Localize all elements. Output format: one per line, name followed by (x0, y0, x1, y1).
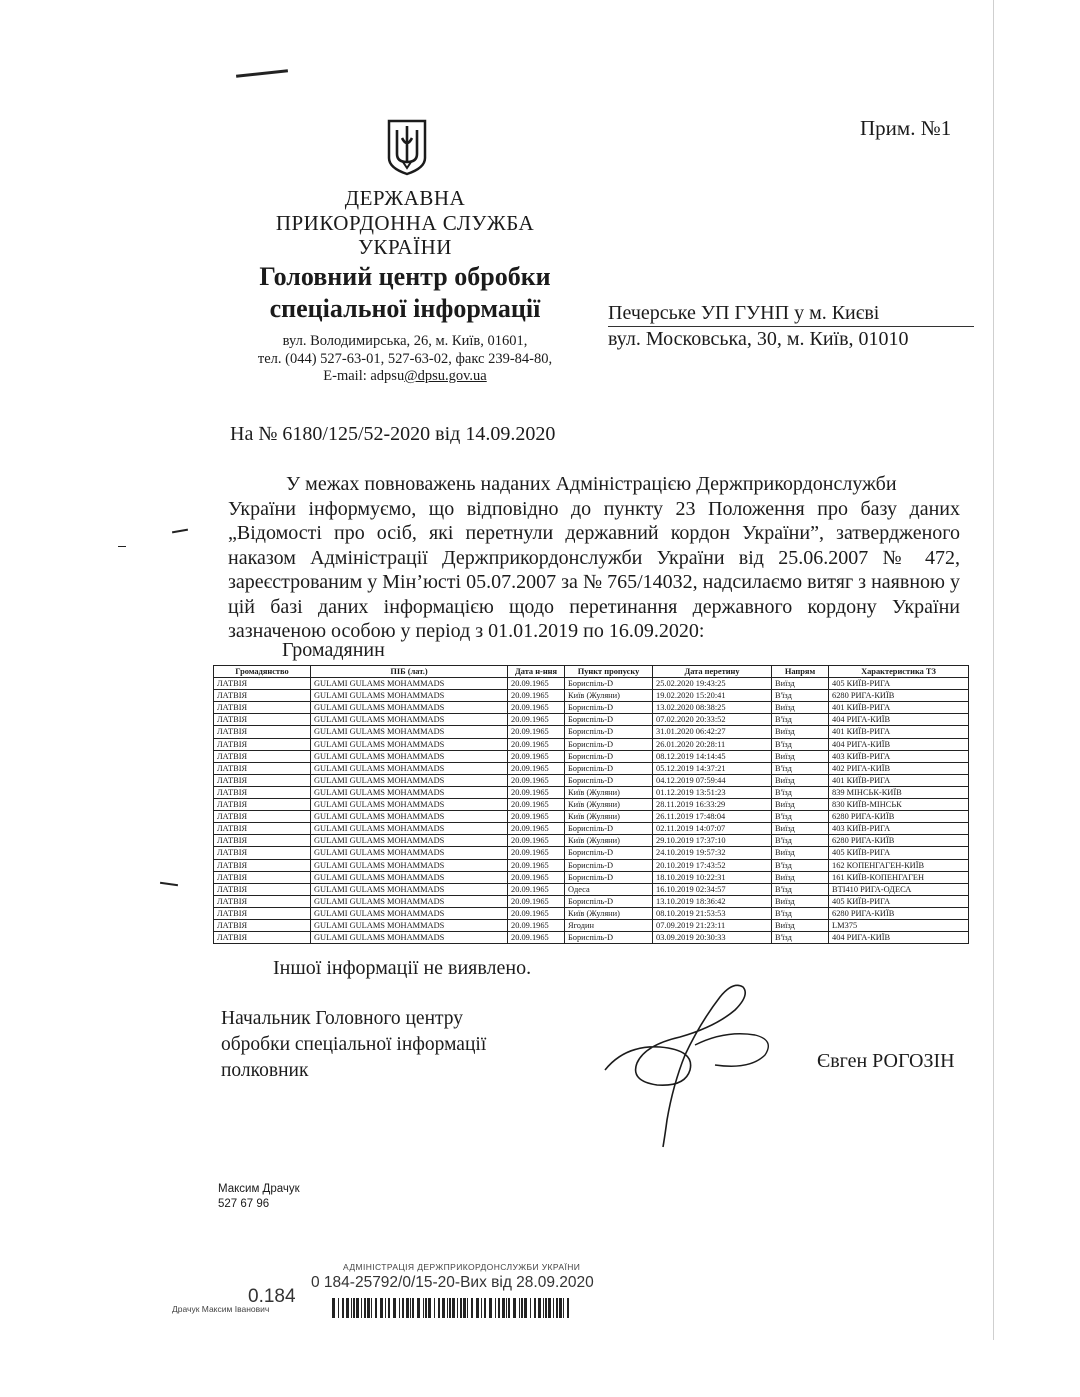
addressee-name: Печерське УП ГУНП у м. Києві (608, 302, 974, 327)
table-cell: ЛАТВІЯ (214, 859, 311, 871)
table-cell: 839 МІНСЬК-КИЇВ (829, 786, 969, 798)
barcode-icon (332, 1298, 572, 1318)
table-cell: 25.02.2020 19:43:25 (653, 678, 772, 690)
registration-number: 0 184-25792/0/15-20-Вих від 28.09.2020 (311, 1274, 594, 1291)
body-paragraph-rest: України інформуємо, що відповідно до пункту 23 Положення про базу даних „Відомості про осіб, які перетнули державний кордон України”, затвердженого наказом Адміністрації Держприкордонслужби України від 25.06.2007 № 472, зареєстрованим у Мін’юсті 05.07.2007 за № 765/14032, надсилаємо витяг з наявною у цій базі даних інформацією щодо перетинання державного кордону України зазначеною особою у період з 01.01.2019 по 16.09.2020: (228, 497, 960, 642)
table-cell: GULAMI GULAMS MOHAMMADS (311, 786, 508, 798)
table-cell: GULAMI GULAMS MOHAMMADS (311, 907, 508, 919)
table-cell: Бориспіль-D (565, 859, 653, 871)
table-row (214, 823, 969, 835)
table-cell: Бориспіль-D (565, 823, 653, 835)
table-cell: 16.10.2019 02:34:57 (653, 883, 772, 895)
column-header: Пункт пропуску (565, 666, 653, 678)
table-cell: 26.11.2019 17:48:04 (653, 811, 772, 823)
table-cell: LM375 (829, 919, 969, 931)
table-cell: В'їзд (772, 690, 829, 702)
table-cell: В'їзд (772, 786, 829, 798)
table-header-row (214, 666, 969, 678)
table-cell: Ягодин (565, 919, 653, 931)
table-cell: Виїзд (772, 726, 829, 738)
table-cell: ЛАТВІЯ (214, 738, 311, 750)
table-cell: 13.10.2019 18:36:42 (653, 895, 772, 907)
table-cell: В'їзд (772, 738, 829, 750)
scan-mark (118, 546, 126, 547)
table-cell: 07.02.2020 20:33:52 (653, 714, 772, 726)
table-cell: Бориспіль-D (565, 738, 653, 750)
table-cell: 20.09.1965 (508, 726, 565, 738)
table-cell: 01.12.2019 13:51:23 (653, 786, 772, 798)
table-cell: GULAMI GULAMS MOHAMMADS (311, 750, 508, 762)
table-cell: GULAMI GULAMS MOHAMMADS (311, 774, 508, 786)
table-cell: ЛАТВІЯ (214, 823, 311, 835)
handwritten-signature (585, 975, 785, 1155)
table-row (214, 859, 969, 871)
table-cell: 03.09.2019 20:30:33 (653, 932, 772, 944)
table-cell: ЛАТВІЯ (214, 895, 311, 907)
handwritten-dash (236, 69, 288, 77)
table-row (214, 907, 969, 919)
column-header: Характеристика ТЗ (829, 666, 969, 678)
table-cell: ЛАТВІЯ (214, 919, 311, 931)
table-cell: В'їзд (772, 835, 829, 847)
table-cell: 31.01.2020 06:42:27 (653, 726, 772, 738)
table-cell: 26.01.2020 20:28:11 (653, 738, 772, 750)
table-cell: 402 РИГА-КИЇВ (829, 762, 969, 774)
table-cell: ЛАТВІЯ (214, 678, 311, 690)
table-cell: GULAMI GULAMS MOHAMMADS (311, 726, 508, 738)
table-cell: В'їзд (772, 762, 829, 774)
performer-block (218, 1182, 300, 1212)
center-title-line-2: спеціальної інформації (269, 294, 541, 323)
table-cell: 02.11.2019 14:07:07 (653, 823, 772, 835)
reference-line: На № 6180/125/52-2020 від 14.09.2020 (230, 423, 556, 445)
table-cell: 20.09.1965 (508, 895, 565, 907)
signatory-title-line-1: Начальник Головного центру (221, 1008, 464, 1029)
signatory-title (221, 1006, 486, 1084)
scan-mark (160, 882, 178, 886)
table-cell: Виїзд (772, 823, 829, 835)
border-crossings-table (213, 665, 969, 944)
table-cell: Бориспіль-D (565, 932, 653, 944)
table-cell: В'їзд (772, 714, 829, 726)
table-row (214, 726, 969, 738)
table-cell: Київ (Жуляни) (565, 907, 653, 919)
table-row (214, 883, 969, 895)
table-cell: ЛАТВІЯ (214, 762, 311, 774)
table-row (214, 799, 969, 811)
table-cell: ЛАТВІЯ (214, 786, 311, 798)
table-row (214, 702, 969, 714)
table-cell: ЛАТВІЯ (214, 871, 311, 883)
table-body (214, 678, 969, 944)
table-cell: 20.09.1965 (508, 678, 565, 690)
no-other-info: Іншої інформації не виявлено. (273, 957, 532, 979)
table-cell: 20.09.1965 (508, 859, 565, 871)
table-cell: ЛАТВІЯ (214, 811, 311, 823)
table-cell: 29.10.2019 17:37:10 (653, 835, 772, 847)
table-cell: 6280 РИГА-КИЇВ (829, 835, 969, 847)
table-cell: 20.09.1965 (508, 762, 565, 774)
org-line-1: ДЕРЖАВНА (344, 186, 466, 210)
table-cell: Бориспіль-D (565, 895, 653, 907)
table-cell: GULAMI GULAMS MOHAMMADS (311, 823, 508, 835)
table-cell: GULAMI GULAMS MOHAMMADS (311, 835, 508, 847)
table-cell: 401 КИЇВ-РИГА (829, 726, 969, 738)
table-cell: GULAMI GULAMS MOHAMMADS (311, 811, 508, 823)
table-cell: В'їзд (772, 859, 829, 871)
table-cell: Виїзд (772, 847, 829, 859)
table-cell: GULAMI GULAMS MOHAMMADS (311, 702, 508, 714)
table-cell: Виїзд (772, 678, 829, 690)
table-cell: Бориспіль-D (565, 847, 653, 859)
table-cell: 20.09.1965 (508, 932, 565, 944)
table-row (214, 786, 969, 798)
table-row (214, 714, 969, 726)
table-cell: GULAMI GULAMS MOHAMMADS (311, 859, 508, 871)
table-cell: 20.10.2019 17:43:52 (653, 859, 772, 871)
table-row (214, 895, 969, 907)
table-row (214, 690, 969, 702)
table-cell: Виїзд (772, 871, 829, 883)
table-cell: ЛАТВІЯ (214, 750, 311, 762)
table-cell: Бориспіль-D (565, 714, 653, 726)
table-cell: Київ (Жуляни) (565, 835, 653, 847)
table-cell: 18.10.2019 10:22:31 (653, 871, 772, 883)
table-cell: ЛАТВІЯ (214, 702, 311, 714)
registration-code: 0.184 (248, 1286, 296, 1307)
registration-administration: АДМІНІСТРАЦІЯ ДЕРЖПРИКОРДОНСЛУЖБИ УКРАЇНИ (343, 1262, 581, 1272)
annex-label: Прим. №1 (860, 116, 952, 140)
table-cell: 401 КИЇВ-РИГА (829, 774, 969, 786)
table-cell: ЛАТВІЯ (214, 714, 311, 726)
table-row (214, 762, 969, 774)
table-cell: ЛАТВІЯ (214, 799, 311, 811)
table-row (214, 750, 969, 762)
table-cell: Одеса (565, 883, 653, 895)
table-cell: 20.09.1965 (508, 847, 565, 859)
table-cell: 403 КИЇВ-РИГА (829, 750, 969, 762)
table-cell: Виїзд (772, 919, 829, 931)
addressee-address: вул. Московська, 30, м. Київ, 01010 (608, 328, 909, 350)
performer-phone: 527 67 96 (218, 1198, 270, 1210)
table-row (214, 774, 969, 786)
table-row (214, 871, 969, 883)
signatory-name: Євген РОГОЗІН (817, 1050, 955, 1072)
table-cell: 404 РИГА-КИЇВ (829, 932, 969, 944)
registration-officer: Драчук Максим Іванович (172, 1304, 270, 1314)
table-cell: Виїзд (772, 895, 829, 907)
table-cell: 04.12.2019 07:59:44 (653, 774, 772, 786)
table-cell: 28.11.2019 16:33:29 (653, 799, 772, 811)
table-cell: GULAMI GULAMS MOHAMMADS (311, 871, 508, 883)
table-cell: 404 РИГА-КИЇВ (829, 714, 969, 726)
table-cell: Київ (Жуляни) (565, 690, 653, 702)
table-cell: 830 КИЇВ-МІНСЬК (829, 799, 969, 811)
org-address: вул. Володимирська, 26, м. Київ, 01601, (282, 333, 528, 349)
table-cell: GULAMI GULAMS MOHAMMADS (311, 690, 508, 702)
table-row (214, 738, 969, 750)
table-cell: 161 КИЇВ-КОПЕНГАГЕН (829, 871, 969, 883)
table-cell: Київ (Жуляни) (565, 799, 653, 811)
table-cell: GULAMI GULAMS MOHAMMADS (311, 762, 508, 774)
table-cell: ЛАТВІЯ (214, 726, 311, 738)
body-paragraph-first-line: У межах повноважень наданих Адміністрацією Держприкордонслужби (286, 473, 897, 495)
table-cell: ЛАТВІЯ (214, 835, 311, 847)
table-cell: 19.02.2020 15:20:41 (653, 690, 772, 702)
email-prefix: E-mail: adpsu (323, 368, 405, 384)
table-cell: Виїзд (772, 799, 829, 811)
table-cell: ЛАТВІЯ (214, 690, 311, 702)
column-header: ПІБ (лат.) (311, 666, 508, 678)
table-cell: Бориспіль-D (565, 774, 653, 786)
table-row (214, 811, 969, 823)
table-cell: ЛАТВІЯ (214, 774, 311, 786)
table-cell: Бориспіль-D (565, 762, 653, 774)
table-cell: 405 КИЇВ-РИГА (829, 847, 969, 859)
table-cell: В'їзд (772, 811, 829, 823)
table-cell: GULAMI GULAMS MOHAMMADS (311, 895, 508, 907)
org-email (205, 367, 605, 385)
scan-mark (172, 529, 188, 534)
table-cell: Бориспіль-D (565, 678, 653, 690)
table-cell: 6280 РИГА-КИЇВ (829, 690, 969, 702)
signatory-title-line-3: полковник (221, 1060, 309, 1081)
table-cell: 405 КИЇВ-РИГА (829, 678, 969, 690)
table-cell: Виїзд (772, 774, 829, 786)
table-cell: GULAMI GULAMS MOHAMMADS (311, 883, 508, 895)
table-cell: В'їзд (772, 932, 829, 944)
table-cell: GULAMI GULAMS MOHAMMADS (311, 678, 508, 690)
table-cell: В'їзд (772, 883, 829, 895)
performer-name: Максим Драчук (218, 1183, 300, 1195)
table-cell: Бориспіль-D (565, 750, 653, 762)
table-cell: ЛАТВІЯ (214, 883, 311, 895)
table-cell: Київ (Жуляни) (565, 786, 653, 798)
table-cell: 20.09.1965 (508, 883, 565, 895)
table-cell: 20.09.1965 (508, 786, 565, 798)
table-cell: 20.09.1965 (508, 811, 565, 823)
table-cell: 20.09.1965 (508, 750, 565, 762)
center-title-line-1: Головний центр обробки (259, 262, 551, 291)
table-cell: 20.09.1965 (508, 799, 565, 811)
table-cell: 08.12.2019 14:14:45 (653, 750, 772, 762)
table-cell: ЛАТВІЯ (214, 847, 311, 859)
email-domain: @dpsu.gov.ua (404, 368, 487, 384)
table-cell: 20.09.1965 (508, 690, 565, 702)
table-cell: Київ (Жуляни) (565, 811, 653, 823)
table-cell: Виїзд (772, 750, 829, 762)
table-cell: GULAMI GULAMS MOHAMMADS (311, 919, 508, 931)
table-cell: 08.10.2019 21:53:53 (653, 907, 772, 919)
table-cell: 20.09.1965 (508, 823, 565, 835)
table-cell: 403 КИЇВ-РИГА (829, 823, 969, 835)
table-cell: 20.09.1965 (508, 702, 565, 714)
table-cell: GULAMI GULAMS MOHAMMADS (311, 738, 508, 750)
table-cell: GULAMI GULAMS MOHAMMADS (311, 932, 508, 944)
citizen-label: Громадянин (282, 639, 385, 661)
table-cell: 20.09.1965 (508, 919, 565, 931)
scan-edge-line (993, 0, 994, 1340)
table-cell: 07.09.2019 21:23:11 (653, 919, 772, 931)
table-cell: 20.09.1965 (508, 714, 565, 726)
table-cell: 20.09.1965 (508, 774, 565, 786)
table-cell: 401 КИЇВ-РИГА (829, 702, 969, 714)
column-header: Напрям (772, 666, 829, 678)
table-row (214, 919, 969, 931)
table-cell: Бориспіль-D (565, 702, 653, 714)
signatory-title-line-2: обробки спеціальної інформації (221, 1034, 487, 1055)
column-header: Громадянство (214, 666, 311, 678)
table-row (214, 835, 969, 847)
table-cell: 20.09.1965 (508, 871, 565, 883)
table-cell: ЛАТВІЯ (214, 907, 311, 919)
table-cell: Бориспіль-D (565, 871, 653, 883)
column-header: Дата н-ння (508, 666, 565, 678)
table-row (214, 847, 969, 859)
org-phone: тел. (044) 527-63-01, 527-63-02, факс 239-84-80, (257, 351, 553, 367)
table-cell: Бориспіль-D (565, 726, 653, 738)
table-row (214, 932, 969, 944)
table-row (214, 678, 969, 690)
org-line-3: УКРАЇНИ (358, 235, 452, 259)
org-line-2: ПРИКОРДОННА СЛУЖБА (275, 211, 535, 235)
table-cell: 20.09.1965 (508, 835, 565, 847)
table-cell: GULAMI GULAMS MOHAMMADS (311, 799, 508, 811)
table-cell: 20.09.1965 (508, 907, 565, 919)
table-cell: GULAMI GULAMS MOHAMMADS (311, 714, 508, 726)
table-cell: ЛАТВІЯ (214, 932, 311, 944)
table-cell: 24.10.2019 19:57:32 (653, 847, 772, 859)
table-cell: 05.12.2019 14:37:21 (653, 762, 772, 774)
table-cell: 405 КИЇВ-РИГА (829, 895, 969, 907)
table-cell: 6280 РИГА-КИЇВ (829, 907, 969, 919)
table-cell: 13.02.2020 08:38:25 (653, 702, 772, 714)
table-cell: GULAMI GULAMS MOHAMMADS (311, 847, 508, 859)
table-cell: 404 РИГА-КИЇВ (829, 738, 969, 750)
table-cell: BTI410 РИГА-ОДЕСА (829, 883, 969, 895)
trident-emblem-icon (386, 118, 428, 176)
table-cell: В'їзд (772, 907, 829, 919)
table-cell: 6280 РИГА-КИЇВ (829, 811, 969, 823)
table-cell: 20.09.1965 (508, 738, 565, 750)
body-paragraph (228, 472, 960, 644)
table-cell: 162 КОПЕНГАГЕН-КИЇВ (829, 859, 969, 871)
column-header: Дата перетину (653, 666, 772, 678)
table-cell: Виїзд (772, 702, 829, 714)
